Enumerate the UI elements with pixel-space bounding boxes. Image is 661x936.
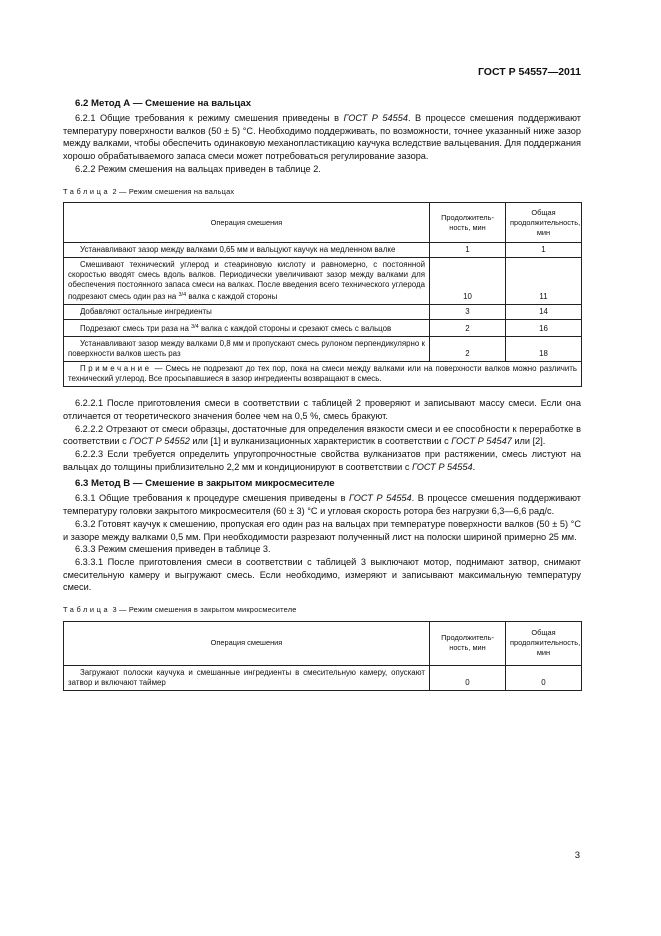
table-2 [63,202,582,387]
table-row: Устанавливают зазор между валками 0,65 мм и вальцуют каучук на медленном валке 1 1 [64,243,582,258]
document-id: ГОСТ Р 54557—2011 [477,66,581,78]
paragraph-6-3-3: 6.3.3 Режим смешения приведен в таблице 3. [75,544,271,555]
table-3 [63,621,582,691]
section-6-3-heading: 6.3 Метод В — Смешение в закрытом микросмесителе [75,478,335,490]
section-6-2-heading: 6.2 Метод А — Смешение на вальцах [75,98,252,109]
table-row: Смешивают технический углерод и стеариновую кислоту и равномерно, с постоянной скоростью вводят смесь вдоль валков. Периодически увеличивают зазор между валками для обеспечения постоянного запаса смеси на валках. После введения всего технического углерода подрезают смесь один раз на $^{3/4}$ валка с каждой стороны 10 11 [64,258,582,305]
table-row: Добавляют остальные ингредиенты 3 14 [64,305,582,320]
table-header-total-duration: Общая продолжительность, мин [506,621,582,665]
page-content [63,97,581,701]
table-header-duration: Продолжитель-ность, мин [430,621,506,665]
paragraph-6-2-2-2: 6.2.2.2 Отрезают от смеси образцы, достаточные для определения вязкости смеси и ее способности к переработке в соответствии с ГОСТ Р 54552 или [1] и вулканизационных характеристик в соответствии с ГОСТ Р 54547 или [2]. [63,423,581,447]
table-header-duration: Продолжитель-ность, мин [430,203,506,243]
paragraph-6-3-2: 6.3.2 Готовят каучук к смешению, пропуская его один раз на вальцах при температуре поверхности валков (50 ± 5) °С и зазоре между валками 0,5 мм. При необходимости разрезают полученный лист на полоски шириной примерно 25 мм. [63,518,581,542]
paragraph-6-3-1: 6.3.1 Общие требования к процедуре смешения приведены в ГОСТ Р 54554. В процессе смешения поддерживают температуру головки закрытого микросмесителя (60 ± 3) °С и угловая скорость ротора без нагрузки 6,3—6,6 рад/с. [63,493,581,517]
table-3-header-row [64,621,582,665]
paragraph-6-2-2-3: 6.2.2.3 Если требуется определить упругопрочностные свойства вулканизатов при растяжении, смесь листуют на вальцах до толщины приблизительно 2,2 мм и кондиционируют в соответствии с ГОСТ Р 54554. [63,449,581,472]
page-number: 3 [574,850,580,861]
table-row: Устанавливают зазор между валками 0,8 мм и пропускают смесь рулоном перпендикулярно к поверхности валков шесть раз 2 18 [64,337,582,362]
paragraph-6-3-3-1: 6.3.3.1 После приготовления смеси в соответствии с таблицей 3 выключают мотор, поднимают затвор, снимают смесительную камеру и выгружают смесь. Если необходимо, измеряют и записывают максимальную температуру смеси. [63,556,581,593]
table-2-header-row [64,203,582,243]
table-3-caption: Таблица 3 — Режим смешения в закрытом микросмесителе [63,605,297,615]
table-row: Загружают полоски каучука и смешанные ингредиенты в смесительную камеру, опускают затвор и включают таймер 0 0 [64,665,582,690]
table-row: Подрезают смесь три раза на $^{3/4}$ валка с каждой стороны и срезают смесь с вальцов 2 16 [64,320,582,337]
paragraph-6-2-2: 6.2.2 Режим смешения на вальцах приведен в таблице 2. [75,163,321,174]
table-header-total-duration: Общая продолжительность, мин [506,203,582,243]
table-note-row: Примечание — Смесь не подрезают до тех пор, пока на смеси между валками или на поверхности валков можно различить технический углерод. Все просыпавшиеся в зазор ингредиенты возвращают в смесь. [64,362,582,387]
table-header-operation: Операция смешения [64,203,430,243]
paragraph-6-2-1: 6.2.1 Общие требования к режиму смешения приведены в ГОСТ Р 54554. В процессе смешения поддерживают температуру поверхности валков (50 ± 5) °С. Необходимо поддерживать, по возможности, точнее указанный ниже зазор между валками, чтобы обеспечить одинаковую механопластикацию каучука вследствие вальцевания. Для поддержания хорошо обрабатываемого запаса смеси может потребоваться регулирование зазора. [63,113,581,162]
table-header-operation: Операция смешения [64,621,430,665]
paragraph-6-2-2-1: 6.2.2.1 После приготовления смеси в соответствии с таблицей 2 проверяют и записывают массу смеси. Если она отличается от теоретического значения более чем на 0,5 %, смесь бракуют. [63,398,581,421]
table-2-caption: Таблица 2 — Режим смешения на вальцах [63,186,235,196]
